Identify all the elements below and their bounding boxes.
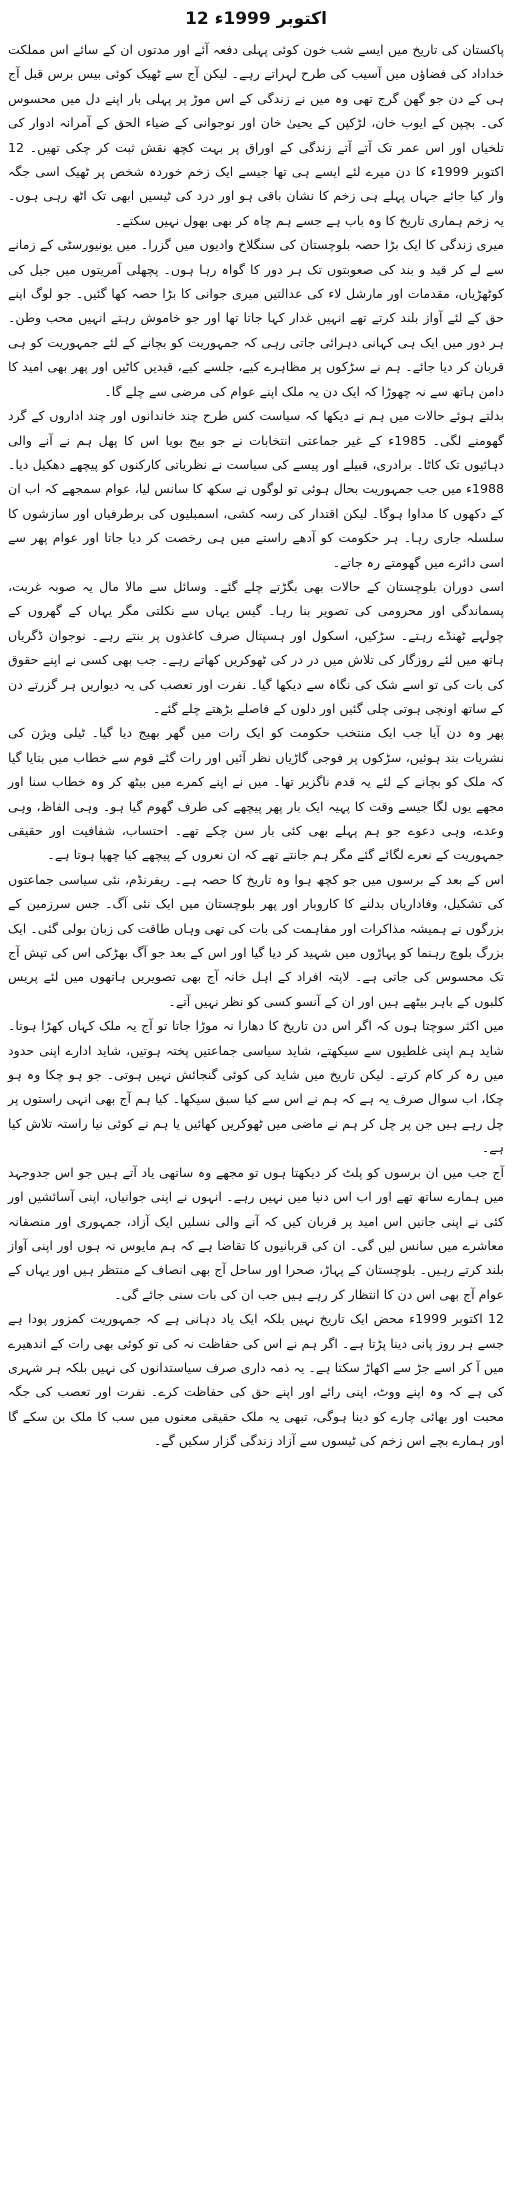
article-paragraph: اس کے بعد کے برسوں میں جو کچھ ہوا وہ تاریخ کا حصہ ہے۔ ریفرنڈم، نئی سیاسی جماعتوں کی تشکیل، وفاداریاں بدلنے کا کاروبار اور پھر بلوچستان میں ایک نئی آگ۔ جس سرزمین کے بزرگوں نے ہمیشہ مذاکرات اور مفاہمت کی بات کی تھی وہاں طاقت کی زبان بولی گئی۔ ایک بزرگ بلوچ رہنما کو پہاڑوں میں شہید کر دیا گیا اور اس کے بعد جو آگ بھڑکی اس کی تپش آج تک محسوس کی جاتی ہے۔ لاپتہ افراد کے اہل خانہ آج بھی تصویریں ہاتھوں میں لئے پریس کلبوں کے باہر بیٹھے ہیں اور ان کے آنسو کسی کو نظر نہیں آتے۔ [8, 871, 504, 1009]
article-paragraph: میں اکثر سوچتا ہوں کہ اگر اس دن تاریخ کا دھارا نہ موڑا جاتا تو آج یہ ملک کہاں کھڑا ہوتا۔ شاید ہم اپنی غلطیوں سے سیکھتے، شاید سیاسی جماعتیں پختہ ہوتیں، شاید ادارے اپنی حدود میں رہ کر کام کرتے۔ لیکن تاریخ میں شاید کی کوئی گنجائش نہیں ہوتی۔ جو ہو چکا وہ ہو چکا، اب سوال صرف یہ ہے کہ ہم نے اس سے کیا سبق سیکھا۔ کیا ہم آج بھی انہی راستوں پر چل رہے ہیں جن پر چل کر ہم نے ماضی میں ٹھوکریں کھائیں یا ہم نے کوئی نیا راستہ تلاش کیا ہے۔ [8, 1018, 504, 1156]
article-body [8, 38, 504, 1454]
article-title: 12 اکتوبر 1999ء [185, 9, 327, 29]
article-paragraph: پاکستان کی تاریخ میں ایسے شب خون کوئی پہلی دفعہ آئے اور مدتوں ان کے سائے اس مملکت خداداد کی فضاؤں میں آسیب کی طرح لہراتے رہے۔ لیکن آج سے ٹھیک کوئی بیس برس قبل آج ہی کے دن جو گھن گرج تھی وہ میں نے زندگی کے اس موڑ پر پہلی بار اپنے دل میں محسوس کی۔ بچپن کے ایوب خان، لڑکپن کے یحییٰ خان اور نوجوانی کے ضیاء الحق کے آمرانہ ادوار کی تلخیاں اور اس عمر تک آتے آتے زندگی کے اوراق پر بہت کچھ نقش ثبت کر چکی تھیں۔ 12 اکتوبر 1999ء کا دن میرے لئے ایسے ہی تھا جیسے ایک زخم خوردہ شخص پر ٹھیک اسی جگہ وار کیا جائے جہاں پہلے ہی زخم کا نشان باقی ہو اور درد کی ٹیسیں ابھی تک اٹھ رہی ہوں۔ یہ زخم ہماری تاریخ کا وہ باب ہے جسے ہم چاہ کر بھی بھول نہیں سکتے۔ [8, 42, 505, 228]
article-paragraph: 12 اکتوبر 1999ء محض ایک تاریخ نہیں بلکہ ایک یاد دہانی ہے کہ جمہوریت کمزور پودا ہے جسے ہر روز پانی دینا پڑتا ہے۔ اگر ہم نے اس کی حفاظت نہ کی تو کوئی بھی رات کے اندھیرے میں آ کر اسے جڑ سے اکھاڑ سکتا ہے۔ یہ ذمہ داری صرف سیاستدانوں کی نہیں بلکہ ہر شہری کی ہے کہ وہ اپنے ووٹ، اپنی رائے اور اپنے حق کی حفاظت کرے۔ نفرت اور تعصب کی جگہ محبت اور بھائی چارے کو دینا ہوگی، تبھی یہ ملک حقیقی معنوں میں سب کا ملک بن سکے گا اور ہمارے بچے اس زخم کی ٹیسوں سے آزاد زندگی گزار سکیں گے۔ [8, 1311, 504, 1449]
article-paragraph: آج جب میں ان برسوں کو پلٹ کر دیکھتا ہوں تو مجھے وہ ساتھی یاد آتے ہیں جو اس جدوجہد میں ہمارے ساتھ تھے اور اب اس دنیا میں نہیں رہے۔ انہوں نے اپنی جوانیاں، اپنی آسائشیں اور کئی نے اپنی جانیں اس امید پر قربان کیں کہ آنے والی نسلیں ایک آزاد، جمہوری اور منصفانہ معاشرے میں سانس لیں گی۔ ان کی قربانیوں کا تقاضا ہے کہ ہم مایوس نہ ہوں اور اپنی آواز بلند کرتے رہیں۔ بلوچستان کے پہاڑ، صحرا اور ساحل آج بھی انصاف کے منتظر ہیں اور یہاں کے عوام آج بھی اس دن کا انتظار کر رہے ہیں جب ان کی بات سنی جائے گی۔ [8, 1164, 504, 1302]
article-paragraph: اسی دوران بلوچستان کے حالات بھی بگڑتے چلے گئے۔ وسائل سے مالا مال یہ صوبہ غربت، پسماندگی اور محرومی کی تصویر بنا رہا۔ گیس یہاں سے نکلتی مگر یہاں کے گھروں کے چولہے ٹھنڈے رہتے۔ سڑکیں، اسکول اور ہسپتال صرف کاغذوں پر بنتے رہے۔ نوجوان ڈگریاں ہاتھ میں لئے روزگار کی تلاش میں در در کی ٹھوکریں کھاتے رہے۔ جب بھی کسی نے اپنے حقوق کی بات کی تو اسے شک کی نگاہ سے دیکھا گیا۔ نفرت اور تعصب کی یہ دیواریں ہر گزرتے دن کے ساتھ اونچی ہوتی چلی گئیں اور دلوں کے فاصلے بڑھتے چلے گئے۔ [8, 578, 504, 716]
article-paragraph: بدلتے ہوئے حالات میں ہم نے دیکھا کہ سیاست کس طرح چند خاندانوں اور چند اداروں کے گرد گھومنے لگی۔ 1985ء کے غیر جماعتی انتخابات نے جو بیج بویا اس کا پھل ہم نے آنے والی دہائیوں تک کاٹا۔ برادری، قبیلے اور پیسے کی سیاست نے نظریاتی کارکنوں کو پیچھے دھکیل دیا۔ 1988ء میں جب جمہوریت بحال ہوئی تو لوگوں نے سکھ کا سانس لیا، عوام سمجھے کہ اب ان کے دکھوں کا مداوا ہوگا۔ لیکن اقتدار کی رسہ کشی، اسمبلیوں کی برطرفیاں اور سازشوں کا سلسلہ جاری رہا۔ ہر حکومت کو آدھے راستے میں ہی رخصت کر دیا جاتا اور عوام پھر سے اسی دائرے میں گھومتے رہ جاتے۔ [8, 408, 505, 570]
article-paragraph: پھر وہ دن آیا جب ایک منتخب حکومت کو ایک رات میں گھر بھیج دیا گیا۔ ٹیلی ویژن کی نشریات بند ہوئیں، سڑکوں پر فوجی گاڑیاں نظر آئیں اور رات گئے قوم سے خطاب میں بتایا گیا کہ ملک کو بچانے کے لئے یہ قدم ناگزیر تھا۔ میں نے اپنے کمرے میں بیٹھ کر وہ خطاب سنا اور مجھے یوں لگا جیسے وقت کا پہیہ ایک بار پھر پیچھے کی طرف گھوم گیا ہو۔ وہی الفاظ، وہی وعدے، وہی دعوے جو ہم پہلے بھی کئی بار سن چکے تھے۔ احتساب، شفافیت اور حقیقی جمہوریت کے نعرے لگائے گئے مگر ہم جانتے تھے کہ ان نعروں کے پیچھے کیا چھپا ہوتا ہے۔ [8, 725, 504, 863]
article-paragraph: میری زندگی کا ایک بڑا حصہ بلوچستان کی سنگلاخ وادیوں میں گزرا۔ میں یونیورسٹی کے زمانے سے لے کر قید و بند کی صعوبتوں تک ہر دور کا گواہ رہا ہوں۔ پچھلی آمریتوں میں جیل کی کوٹھڑیاں، مقدمات اور مارشل لاء کی عدالتیں میری جوانی کا بڑا حصہ کھا گئیں۔ جو لوگ اپنے حق کے لئے آواز بلند کرتے تھے انہیں غدار کہا جاتا تھا اور جو خاموش رہتے انہیں محب وطن۔ ہر دور میں ایک ہی کہانی دہرائی جاتی رہی کہ جمہوریت کو بچانے کے لئے جمہوریت کو ہی قربان کر دیا جائے۔ ہم نے سڑکوں پر مظاہرے کیے، جلسے کیے، قیدیں کاٹیں اور پھر بھی امید کا دامن ہاتھ سے نہ چھوڑا کہ ایک دن یہ ملک اپنے عوام کی مرضی سے چلے گا۔ [8, 237, 504, 399]
